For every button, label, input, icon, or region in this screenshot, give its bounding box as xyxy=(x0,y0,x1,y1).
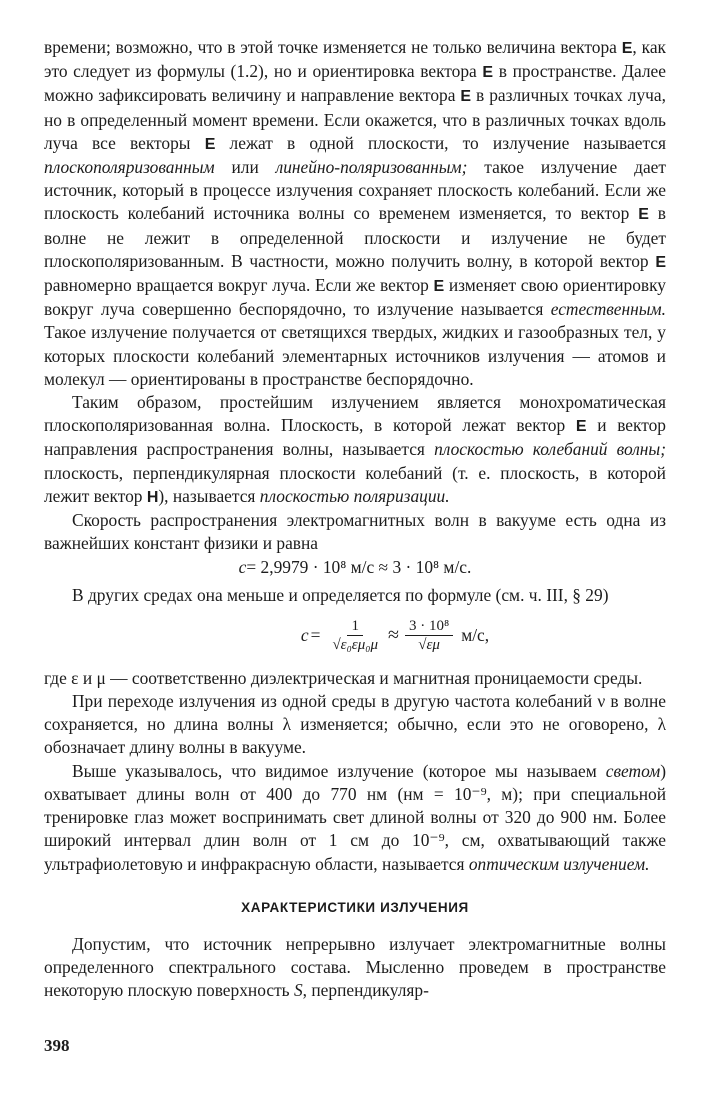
formula-equals: = xyxy=(310,625,321,646)
text: ) охватывает длины волн от 400 до 770 нм (нм = 10⁻⁹, м); при специальной тренировке глаз может воспринимать свет длиной волны от 320 до 900 нм. Более широкий интервал длин волн от 1 см до 10⁻⁹, см, охватывающий также ультрафиолетовую и инфракрасную области, называется xyxy=(44,760,666,874)
vector-symbol: E xyxy=(204,135,216,153)
text: плоскость, перпендикулярная плоскости колебаний (т. е. плоскость, в которой лежит вектор xyxy=(44,462,666,506)
paragraph-other-media xyxy=(44,584,666,607)
page-number: 398 xyxy=(44,1036,70,1055)
vector-symbol: E xyxy=(482,64,494,82)
paragraph-polarization xyxy=(44,36,666,391)
text: времени; возможно, что в этой точке изменяется не только величина вектора xyxy=(44,37,622,57)
vector-symbol: H xyxy=(146,488,159,506)
text: , как это следует из формулы (1.2), но и ориентировка вектора xyxy=(44,37,666,82)
text: При переходе излучения из одной среды в другую частота колебаний ν в волне сохраняется, но длина волны λ изменяется; обычно, если это не оговорено, λ обозначает длину волны в вакууме. xyxy=(44,691,666,758)
vector-symbol: E xyxy=(638,206,649,224)
paragraph-visible-light xyxy=(44,760,666,876)
vector-symbol: E xyxy=(655,253,666,271)
page-body xyxy=(44,36,666,1003)
term-italic: естественным. xyxy=(550,299,666,320)
fraction-2 xyxy=(405,617,453,654)
paragraph-frequency xyxy=(44,690,666,760)
text: и вектор направления распространения волны, называется xyxy=(44,415,666,460)
text: равномерно вращается вокруг луча. Если же вектор xyxy=(44,275,434,296)
term-italic: плоскостью колебаний волны; xyxy=(434,439,666,460)
formula-expression: = 2,9979 · 10⁸ м/с ≈ 3 · 10⁸ м/с. xyxy=(246,557,472,578)
text: в волне не лежит в определенной плоскости и излучение не будет плоскополяризованным. В частности, можно получить волну, в которой вектор xyxy=(44,203,666,271)
formula-unit: м/с, xyxy=(461,625,490,646)
term-italic: оптическим излучением. xyxy=(468,853,650,874)
text: ), называется xyxy=(158,485,260,506)
symbol-italic: S xyxy=(293,980,303,1001)
paragraph-monochromatic xyxy=(44,391,666,509)
formula-speed-in-medium xyxy=(124,611,666,661)
paragraph-speed xyxy=(44,509,666,555)
vector-symbol: E xyxy=(575,418,587,436)
text: где ε и μ — соответственно диэлектрическая и магнитная проницаемости среды. xyxy=(44,667,643,688)
term-italic: линейно-поляризованным; xyxy=(275,157,468,178)
fraction-denominator: √εμ xyxy=(418,637,440,654)
text: , перпендикуляр- xyxy=(302,980,429,1001)
text: Допустим, что источник непрерывно излучает электромагнитные волны определенного спектрального состава. Мысленно проведем в пространстве некоторую плоскую поверхность xyxy=(44,933,666,1001)
formula-variable: c xyxy=(300,625,309,646)
text: В других средах она меньше и определяется по формуле (см. ч. III, § 29) xyxy=(72,584,609,605)
formula-variable: c xyxy=(238,557,247,578)
vector-symbol: E xyxy=(433,278,445,296)
paragraph-permittivity xyxy=(44,667,666,690)
formula-approx: ≈ xyxy=(387,624,399,647)
text: Скорость распространения электромагнитных волн в вакууме есть одна из важнейших констант физики и равна xyxy=(44,510,666,554)
fraction-numerator: 3 · 10⁸ xyxy=(405,617,453,636)
text: изменяет свою ориентировку вокруг луча совершенно беспорядочно, то излучение называется xyxy=(44,275,666,320)
text: лежат в одной плоскости, то излучение называется xyxy=(215,132,667,153)
formula-speed-of-light xyxy=(44,556,666,579)
term-italic: светом xyxy=(605,760,661,781)
text: Выше указывалось, что видимое излучение (которое мы называем xyxy=(72,760,606,781)
fraction-denominator: √ε₀εμ₀μ xyxy=(332,637,378,654)
text: в различных точках луча, но в определенный момент времени. Если окажется, что в различных точках вдоль луча все векторы xyxy=(44,85,666,153)
term-italic: плоскополяризованным xyxy=(44,157,215,178)
section-heading: ХАРАКТЕРИСТИКИ ИЗЛУЧЕНИЯ xyxy=(241,899,469,915)
text: такое излучение дает источник, который в процессе излучения сохраняет плоскость колебаний. Если же плоскость колебаний источника волны со временем изменяется, то вектор xyxy=(44,157,666,224)
text: или xyxy=(214,157,276,178)
vector-symbol: E xyxy=(621,40,633,57)
vector-symbol: E xyxy=(460,88,472,106)
term-italic: плоскостью поляризации. xyxy=(259,485,450,506)
text: Таким образом, простейшим излучением является монохроматическая плоскополяризованная волна. Плоскость, в которой лежат вектор xyxy=(44,392,666,436)
text: Такое излучение получается от светящихся твердых, жидких и газообразных тел, у которых плоскости колебаний элементарных источников излучения — атомов и молекул — ориентированы в пространстве беспорядочно. xyxy=(44,322,666,389)
paragraph-surface xyxy=(44,933,666,1003)
fraction-numerator: 1 xyxy=(347,617,363,636)
text: в пространстве. Далее можно зафиксировать величину и направление вектора xyxy=(44,61,666,106)
fraction-1 xyxy=(328,617,382,654)
